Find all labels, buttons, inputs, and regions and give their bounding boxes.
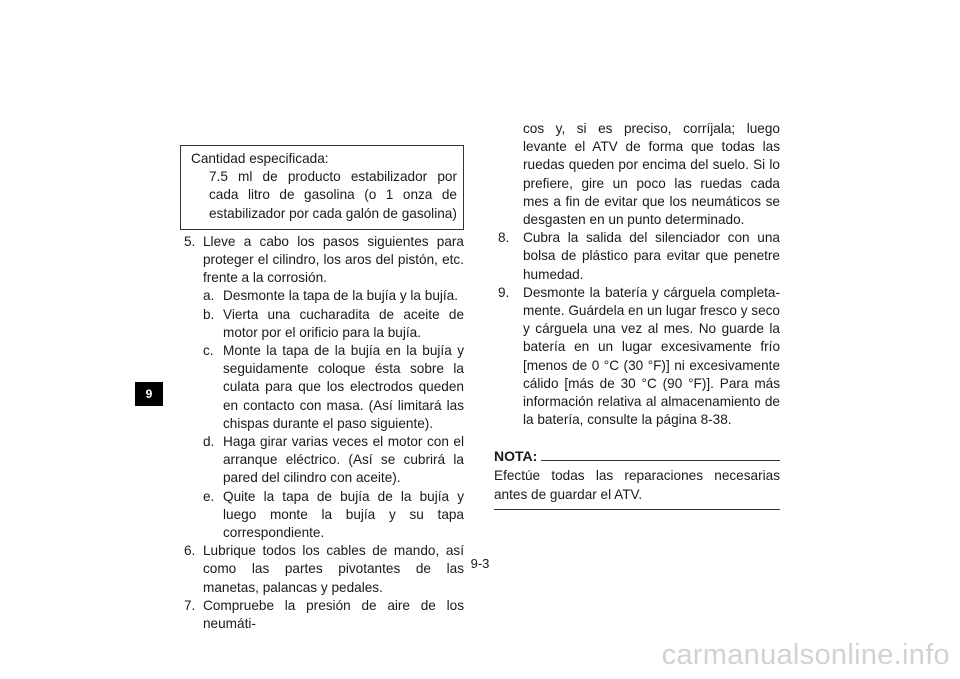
spec-box — [180, 145, 464, 230]
substep-letter: a. — [203, 288, 215, 304]
nota-box — [494, 447, 780, 509]
spec-value: 7.5 ml de producto estabilizador por cada litro de gasolina (o 1 onza de estabilizador por cada galón de gasolina) — [209, 169, 457, 221]
step-text: Lleve a cabo los pasos siguientes para proteger el cilindro, los aros del pistón, etc. frente a la corrosión. — [203, 233, 464, 286]
substep-text: Vierta una cucharadita de aceite de motor por el orificio para la bujía. — [223, 306, 464, 340]
step-7-continuation: cos y, si es preciso, corríjala; luego levante el ATV de forma que todas las ruedas queden por encima del suelo. Si lo prefiere, gire un poco las ruedas cada mes a fin de evitar que los neumáticos se desgasten en un punto determinado. — [523, 121, 780, 228]
substep-text: Monte la tapa de la bujía en la bujía y seguidamente coloque ésta sobre la culata para que los electrodos queden en contacto con masa. (Así limitará las chispas durante el paso siguiente). — [223, 343, 464, 431]
substep-e — [180, 488, 464, 543]
step-9 — [494, 284, 780, 430]
steps-list-right — [494, 229, 780, 429]
right-column — [494, 120, 780, 510]
nota-end-rule — [494, 509, 780, 510]
substep-a — [180, 287, 464, 305]
nota-text: Efectúe todas las reparaciones necesarias antes de guardar el ATV. — [494, 468, 780, 502]
step-number: 6. — [184, 543, 196, 559]
substep-letter: d. — [203, 434, 215, 450]
substep-d — [180, 433, 464, 488]
page-number: 9-3 — [470, 556, 490, 571]
substep-letter: c. — [203, 343, 214, 359]
nota-header — [494, 447, 780, 465]
step-number: 9. — [498, 284, 510, 300]
substep-b — [180, 306, 464, 342]
step-text: Lubrique todos los cables de mando, así como las partes pivotantes de las manetas, palancas y pedales. — [203, 543, 464, 595]
step-text: Cubra la salida del silenciador con una bolsa de plástico para evitar que penetre humedad. — [523, 230, 780, 282]
substep-c — [180, 342, 464, 433]
nota-rule — [541, 460, 780, 461]
substep-text: Desmonte la tapa de la bujía y la bujía. — [223, 288, 459, 304]
step-5 — [180, 233, 464, 288]
substep-text: Quite la tapa de bujía de la bujía y luego monte la bujía y su tapa correspondiente. — [223, 488, 464, 541]
substep-text: Haga girar varias veces el motor con el arranque eléctrico. (Así se cubrirá la pared del cilindro con aceite). — [223, 434, 464, 486]
step-text: Compruebe la presión de aire de los neumáti- — [203, 597, 464, 632]
chapter-number: 9 — [145, 386, 153, 401]
substep-letter: b. — [203, 306, 215, 322]
substep-letter: e. — [203, 488, 215, 504]
step-number: 8. — [498, 230, 510, 246]
watermark-text: carmanualsonline.info — [661, 639, 950, 671]
step-number: 7. — [184, 597, 196, 613]
step-7 — [180, 597, 464, 633]
substeps-list — [180, 287, 464, 542]
step-text: Desmonte la batería y cárguela completamente. Guárdela en un lugar fresco y seco y cárguela una vez al mes. No guarde la batería en un lugar excesivamente frío [menos de 0 °C (30 °F)] ni excesivamente cálido [más de 30 °C (90 °F)]. Para más información relativa al almacenamiento de la batería, consulte la página 8-38. — [523, 284, 780, 428]
spec-title: Cantidad especificada: — [191, 151, 329, 166]
steps-list-left — [180, 233, 464, 288]
step-number: 5. — [184, 233, 196, 249]
nota-label: NOTA: — [494, 448, 538, 465]
chapter-tab — [135, 382, 163, 406]
step-8 — [494, 229, 780, 284]
